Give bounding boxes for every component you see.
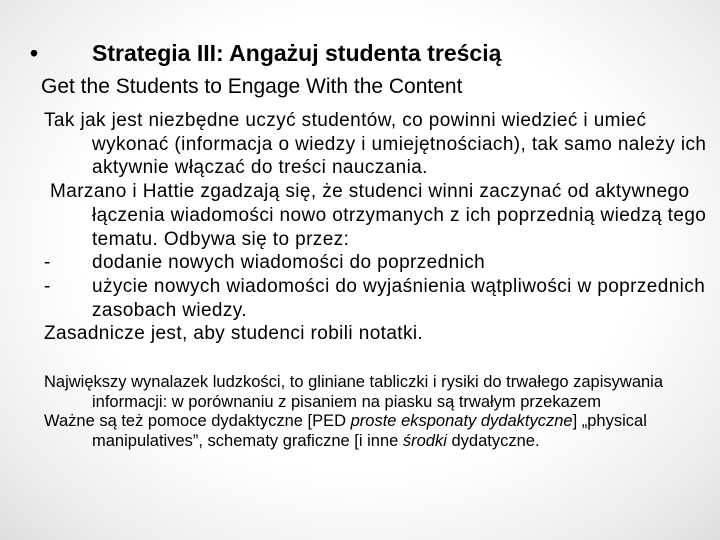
dash-item-2-text: użycie nowych wiadomości do wyjaśnienia wątpliwości w poprzednich zasobach wiedzy.: [92, 275, 706, 321]
dash-item-1: [44, 251, 709, 275]
title-text: Strategia III: Angażuj studenta treścią: [92, 40, 502, 66]
paragraph-3: Zasadnicze jest, aby studenci robili notatki.: [44, 323, 424, 345]
dash-mark: -: [44, 252, 51, 274]
paragraph-5: [44, 412, 709, 451]
paragraph-2: Marzano i Hattie zgadzają się, że studenci winni zaczynać od aktywnego łączenia wiadomości nowo otrzymanych z ich poprzednią wiedzą tego tematu. Odbywa się to przez:: [50, 181, 707, 250]
paragraph-5-emphasis-2: środki: [402, 431, 447, 450]
secondary-body: [44, 373, 709, 451]
paragraph-1: Tak jak jest niezbędne uczyć studentów, co powinni wiedzieć i umieć wykonać (informacja o wiedzy i umiejętnościach), tak samo należy ich aktywnie włączać do treści nauczania.: [44, 110, 707, 179]
paragraph-5-part-a: Ważne są też pomoce dydaktyczne [PED: [44, 412, 351, 430]
dash-item-1-text: dodanie nowych wiadomości do poprzednich: [92, 252, 486, 274]
title-bullet: •: [30, 40, 39, 66]
slide-subtitle: Get the Students to Engage With the Content: [41, 75, 463, 98]
dash-mark: -: [44, 275, 51, 297]
paragraph-5-part-c: dydatyczne.: [446, 431, 540, 450]
slide-title: [30, 40, 501, 67]
paragraph-5-part-b: ] „physical manipulatives”, schematy graficzne [i inne: [92, 412, 647, 450]
main-body: [44, 109, 709, 346]
paragraph-4: Największy wynalazek ludzkości, to gliniane tabliczki i rysiki do trwałego zapisywania informacji: w porównaniu z pisaniem na piasku są trwałym przekazem: [44, 373, 664, 411]
dash-item-2: [44, 275, 709, 322]
paragraph-5-emphasis-1: proste eksponaty dydaktyczne: [350, 412, 573, 430]
